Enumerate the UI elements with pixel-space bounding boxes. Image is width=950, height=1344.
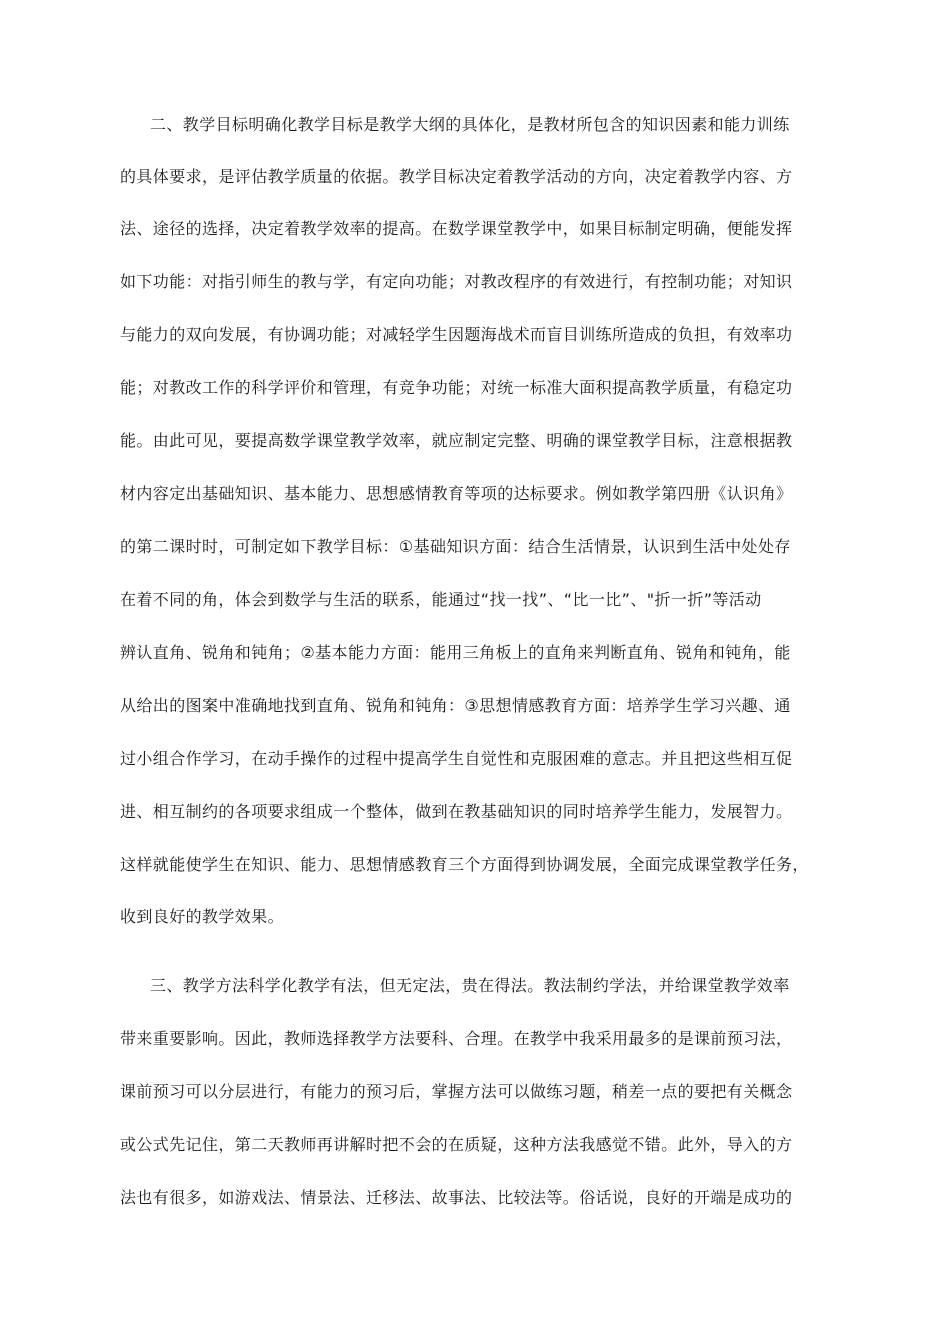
text-line: 过小组合作学习，在动手操作的过程中提高学生自觉性和克服困难的意志。并且把这些相互促 <box>120 749 793 768</box>
text-line: 从给出的图案中准确地找到直角、锐角和钝角：③思想情感教育方面：培养学生学习兴趣、通 <box>120 696 791 715</box>
text-line: 与能力的双向发展，有协调功能；对减轻学生因题海战术而盲目训练所造成的负担，有效率功 <box>120 325 793 344</box>
text-line: 三、教学方法科学化教学有法，但无定法，贵在得法。教法制约学法，并给课堂教学效率 <box>150 976 790 995</box>
text-line: 材内容定出基础知识、基本能力、思想感情教育等项的达标要求。例如教学第四册《认识角》 <box>120 484 793 503</box>
text-line: 这样就能使学生在知识、能力、思想情感教育三个方面得到协调发展，全面完成课堂教学任务， <box>120 855 809 874</box>
text-line: 的具体要求，是评估教学质量的依据。教学目标决定着教学活动的方向，决定着教学内容、方 <box>120 167 793 186</box>
text-line: 二、教学目标明确化教学目标是教学大纲的具体化，是教材所包含的知识因素和能力训练 <box>150 115 790 134</box>
text-line: 带来重要影响。因此，教师选择教学方法要科、合理。在教学中我采用最多的是课前预习法， <box>120 1029 793 1048</box>
text-line: 辨认直角、锐角和钝角；②基本能力方面：能用三角板上的直角来判断直角、锐角和钝角，能 <box>120 643 791 662</box>
text-line: 或公式先记住，第二天教师再讲解时把不会的在质疑，这种方法我感觉不错。此外，导入的方 <box>120 1135 793 1154</box>
text-line: 如下功能：对指引师生的教与学，有定向功能；对教改程序的有效进行，有控制功能；对知识 <box>120 272 793 291</box>
text-line: 的第二课时时，可制定如下教学目标：①基础知识方面：结合生活情景，认识到生活中处处存 <box>120 537 791 556</box>
text-line: 课前预习可以分层进行，有能力的预习后，掌握方法可以做练习题，稍差一点的要把有关概念 <box>120 1082 793 1101</box>
text-line: 在着不同的角，体会到数学与生活的联系，能通过“找一找”、“比一比”、"折一折”等活动 <box>120 590 762 609</box>
text-line: 法也有很多，如游戏法、情景法、迁移法、故事法、比较法等。俗话说，良好的开端是成功的 <box>120 1188 793 1207</box>
text-line: 法、途径的选择，决定着教学效率的提高。在数学课堂教学中，如果目标制定明确，便能发挥 <box>120 219 793 238</box>
text-line: 进、相互制约的各项要求组成一个整体，做到在教基础知识的同时培养学生能力，发展智力。 <box>120 802 793 821</box>
text-line: 能。由此可见，要提高数学课堂教学效率，就应制定完整、明确的课堂教学目标，注意根据教 <box>120 431 793 450</box>
text-line: 能；对教改工作的科学评价和管理，有竞争功能；对统一标准大面积提高教学质量，有稳定功 <box>120 378 793 397</box>
text-line: 收到良好的教学效果。 <box>120 907 285 926</box>
